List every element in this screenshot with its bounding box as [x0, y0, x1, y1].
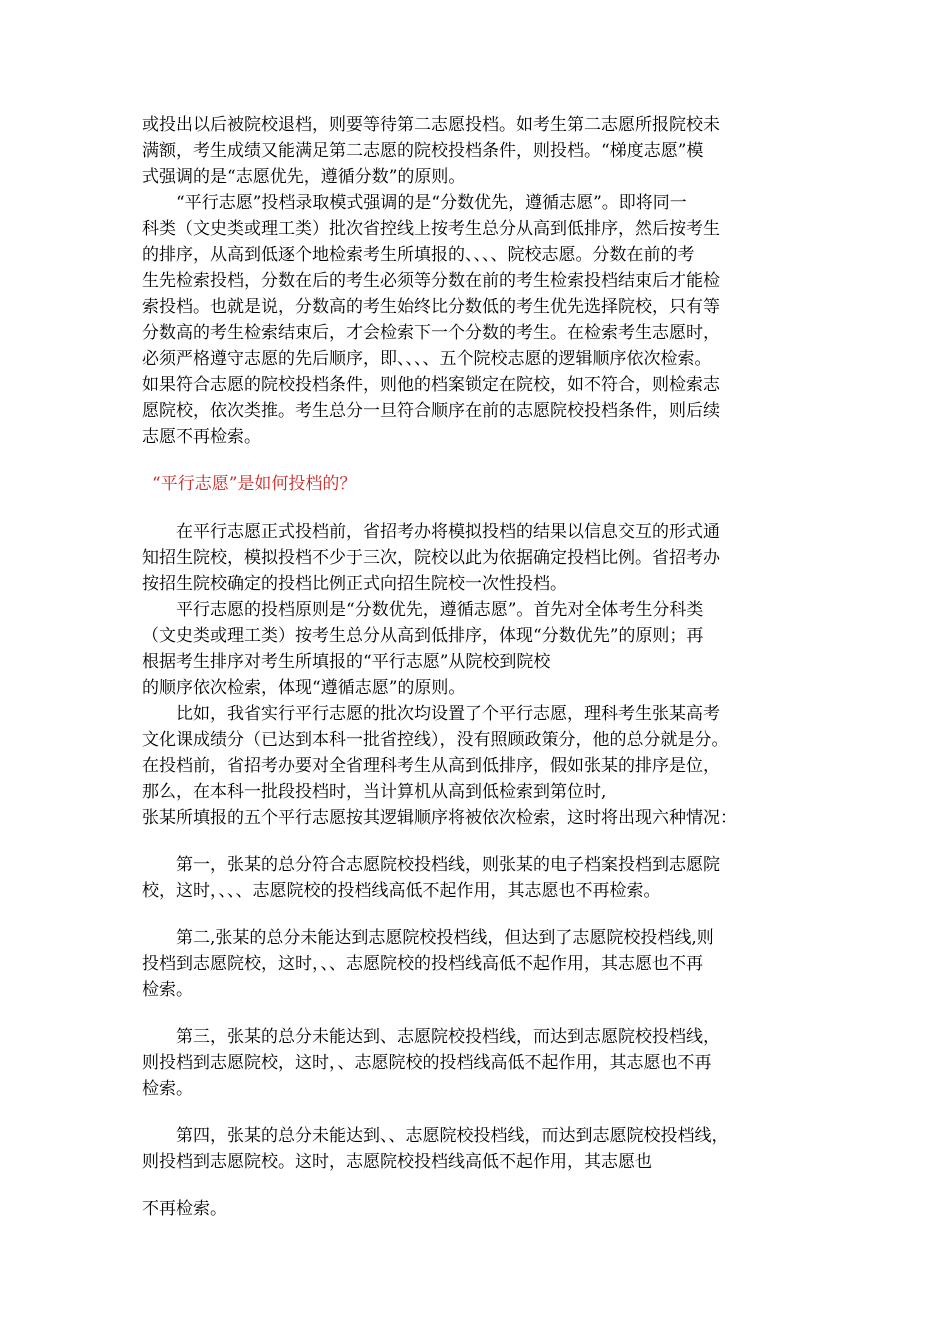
text-line: 在平行志愿正式投档前，省招考办将模拟投档的结果以信息交互的形式通 — [142, 522, 720, 542]
text-line: 式强调的是“志愿优先，遵循分数”的原则。 — [142, 167, 466, 187]
text-line: 则投档到志愿院校，这时，、志愿院校的投档线高低不起作用，其志愿也不再 — [142, 1053, 712, 1073]
text-line: 按招生院校确定的投档比例正式向招生院校一次性投档。 — [142, 574, 567, 594]
text-line: 第三，张某的总分未能达到、志愿院校投档线，而达到志愿院校投档线， — [142, 1027, 720, 1047]
text-line: 第一，张某的总分符合志愿院校投档线，则张某的电子档案投档到志愿院 — [142, 855, 720, 875]
text-line: 不再检索。 — [142, 1199, 227, 1219]
text-line: 索投档。也就是说，分数高的考生始终比分数低的考生优先选择院校，只有等 — [142, 297, 720, 317]
text-line: 在投档前，省招考办要对全省理科考生从高到低排序，假如张某的排序是位， — [142, 756, 720, 776]
text-line: 投档到志愿院校，这时，、、志愿院校的投档线高低不起作用，其志愿也不再 — [142, 954, 703, 974]
text-line: 平行志愿的投档原则是“分数优先，遵循志愿”。首先对全体考生分科类 — [142, 600, 704, 620]
text-line: 满额，考生成绩又能满足第二志愿的院校投档条件，则投档。“梯度志愿”模 — [142, 141, 704, 161]
text-line: 则投档到志愿院校。这时，志愿院校投档线高低不起作用，其志愿也 — [142, 1152, 652, 1172]
text-line: 分数高的考生检索结束后，才会检索下一个分数的考生。在检索考生志愿时， — [142, 323, 720, 343]
text-line: （文史类或理工类）按考生总分从高到低排序，体现“分数优先”的原则；再 — [142, 626, 704, 646]
text-line: 校，这时，、、、志愿院校的投档线高低不起作用，其志愿也不再检索。 — [142, 881, 661, 901]
text-line: 检索。 — [142, 1079, 193, 1099]
section-heading: “平行志愿”是如何投档的？ — [152, 474, 357, 494]
text-line: 或投出以后被院校退档，则要等待第二志愿投档。如考生第二志愿所报院校未 — [142, 115, 720, 135]
text-line: 第二,张某的总分未能达到志愿院校投档线，但达到了志愿院校投档线,则 — [142, 928, 714, 948]
text-line: 必须严格遵守志愿的先后顺序，即、、、、五个院校志愿的逻辑顺序依次检索。 — [142, 349, 712, 369]
text-line: 科类（文史类或理工类）批次省控线上按考生总分从高到低排序，然后按考生 — [142, 219, 720, 239]
text-line: 根据考生排序对考生所填报的“平行志愿”从院校到院校 — [142, 652, 551, 672]
text-line: “平行志愿”投档录取模式强调的是“分数优先，遵循志愿”。即将同一 — [142, 193, 687, 213]
text-line: 愿院校，依次类推。考生总分一旦符合顺序在前的志愿院校投档条件，则后续 — [142, 401, 720, 421]
text-line: 生先检索投档，分数在后的考生必须等分数在前的考生检索投档结束后才能检 — [142, 271, 720, 291]
text-line: 那么，在本科一批段投档时，当计算机从高到低检索到第位时, — [142, 782, 607, 802]
text-line: 张某所填报的五个平行志愿按其逻辑顺序将被依次检索，这时将出现六种情况： — [142, 808, 737, 828]
text-line: 志愿不再检索。 — [142, 427, 261, 447]
text-line: 检索。 — [142, 980, 193, 1000]
text-line: 比如，我省实行平行志愿的批次均设置了个平行志愿，理科考生张某高考 — [142, 704, 720, 724]
text-line: 如果符合志愿的院校投档条件，则他的档案锁定在院校，如不符合，则检索志 — [142, 375, 720, 395]
text-line: 文化课成绩分（已达到本科一批省控线），没有照顾政策分，他的总分就是分。 — [142, 730, 729, 750]
text-line: 的排序，从高到低逐个地检索考生所填报的、、、、院校志愿。分数在前的考 — [142, 245, 695, 265]
text-line: 知招生院校，模拟投档不少于三次，院校以此为依据确定投档比例。省招考办 — [142, 548, 720, 568]
text-line: 第四，张某的总分未能达到、、志愿院校投档线，而达到志愿院校投档线， — [142, 1126, 729, 1146]
text-line: 的顺序依次检索，体现“遵循志愿”的原则。 — [142, 678, 466, 698]
